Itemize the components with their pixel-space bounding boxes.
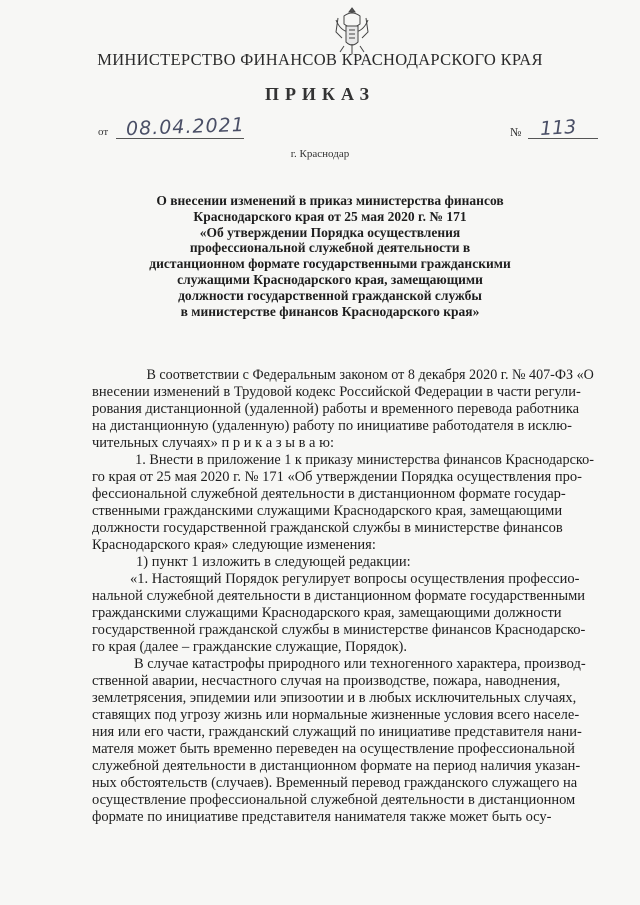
body-line: гражданскими служащими Краснодарского края, замещающими должности — [92, 605, 562, 621]
ministry-name: МИНИСТЕРСТВО ФИНАНСОВ КРАСНОДАРСКОГО КРАЯ — [97, 50, 543, 69]
body-line: Краснодарского края» следующие изменения: — [92, 537, 376, 553]
body-line: мателя может быть временно переведен на осуществление профессиональной — [92, 741, 575, 757]
body-line: землетрясения, эпидемии или эпизоотии и в любых исключительных случаях, — [92, 690, 577, 706]
order-heading — [110, 193, 550, 319]
heading-line: в министерстве финансов Краснодарского края» — [180, 303, 480, 319]
body-line: ния или его части, гражданский служащий по инициативе представителя нани- — [92, 724, 582, 740]
body-line: ных обстоятельств (случаев). Временный перевод гражданского служащего на — [92, 775, 578, 791]
body-line: го края от 25 мая 2020 г. № 171 «Об утверждении Порядка осуществления про- — [92, 469, 582, 485]
body-line: фессиональной служебной деятельности в дистанционном формате государ- — [92, 486, 566, 502]
heading-line: служащими Краснодарского края, замещающими — [177, 271, 483, 287]
body-line: чительных случаях» п р и к а з ы в а ю: — [92, 435, 334, 451]
heading-line: «Об утверждении Порядка осуществления — [199, 224, 461, 240]
body-line: нальной служебной деятельности в дистанционном формате государственными — [92, 588, 585, 604]
body-line: В случае катастрофы природного или техногенного характера, производ- — [134, 656, 586, 672]
body-line: рования дистанционной (удаленной) работы и временного перевода работника — [92, 401, 580, 417]
handwritten-date: 08.04.2021 — [125, 113, 246, 141]
number-label: № — [510, 125, 522, 139]
heading-line: профессиональной служебной деятельности в — [189, 240, 471, 256]
heading-line: О внесении изменений в приказ министерства финансов — [156, 193, 504, 208]
body-line: 1) пункт 1 изложить в следующей редакции: — [136, 554, 411, 570]
body-line: 1. Внести в приложение 1 к приказу министерства финансов Краснодарско- — [135, 452, 594, 468]
body-line: ственной аварии, несчастного случая на производстве, пожара, наводнения, — [92, 673, 561, 689]
body-line: государственной гражданской службы в министерстве финансов Краснодарско- — [92, 622, 586, 638]
body-line: ственными гражданскими служащими Краснодарского края, замещающими — [92, 503, 563, 519]
heading-line: Краснодарского края от 25 мая 2020 г. № 171 — [193, 208, 467, 224]
body-line: на дистанционную (удаленную) работу по инициативе работодателя в исклю- — [92, 418, 572, 434]
body-line: осуществление профессиональной служебной деятельности в дистанционном — [92, 792, 576, 808]
body-line: го края (далее – гражданские служащие, Порядок). — [92, 639, 407, 655]
heading-line: должности государственной гражданской службы — [178, 287, 482, 303]
body-line: формате по инициативе представителя нанимателя также может быть осу- — [92, 809, 552, 825]
body-line: «1. Настоящий Порядок регулирует вопросы осуществления профессио- — [130, 571, 580, 587]
body-line: должности государственной гражданской службы в министерстве финансов — [92, 520, 563, 536]
body-line: В соответствии с Федеральным законом от 8 декабря 2020 г. № 407-ФЗ «О — [146, 367, 594, 383]
document-type: ПРИКАЗ — [264, 84, 376, 104]
city-name: г. Краснодар — [290, 148, 350, 160]
body-line: ставящих под угрозу жизнь или нормальные жизненные условия всего населе- — [92, 707, 580, 723]
order-body — [92, 367, 608, 826]
date-label: от — [98, 126, 109, 138]
heading-line: дистанционном формате государственными гражданскими — [149, 256, 511, 272]
body-line: внесении изменений в Трудовой кодекс Российской Федерации в части регули- — [92, 384, 581, 400]
coat-of-arms-emblem — [332, 6, 372, 56]
handwritten-number: 113 — [539, 116, 577, 140]
body-line: служебной деятельности в дистанционном формате на период наличия указан- — [92, 758, 581, 774]
